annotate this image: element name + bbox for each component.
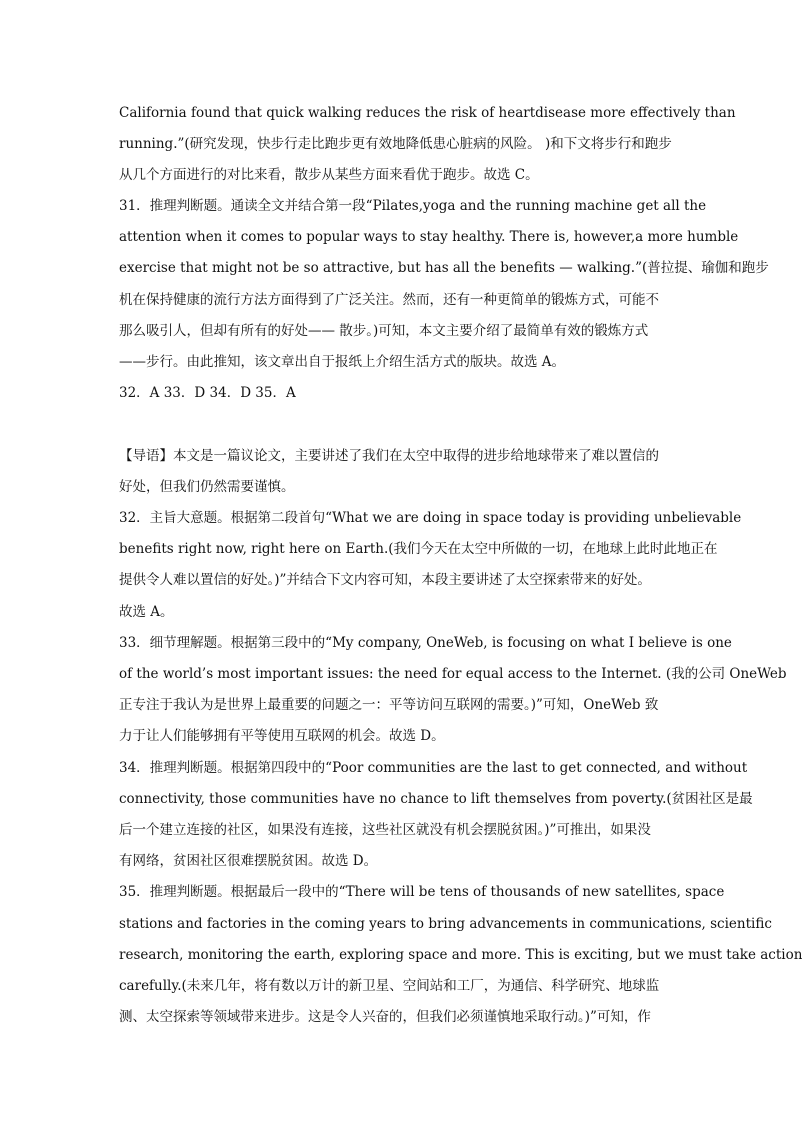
- text-line: ——步行。由此推知，该文章出自于报纸上介绍生活方式的版块。故选 A。: [119, 354, 566, 370]
- text-line: 那么吸引人，但却有所有的好处—— 散步。)可知，本文主要介绍了最简单有效的锻炼方式: [119, 323, 649, 339]
- text-line: stations and factories in the coming years to bring advancements in communications, scientific: [119, 916, 772, 932]
- answer-key: 32．A 33．D 34．D 35．A: [119, 385, 296, 401]
- text-line: 32．主旨大意题。根据第二段首句“What we are doing in space today is providing unbelievable: [119, 510, 742, 526]
- text-line: 机在保持健康的流行方法方面得到了广泛关注。然而，还有一种更简单的锻炼方式，可能不: [119, 292, 659, 308]
- text-line: attention when it comes to popular ways to stay healthy. There is, however,a more humble: [119, 229, 739, 245]
- text-line: running.”(研究发现，快步行走比跑步更有效地降低患心脏病的风险。 )和下文将步行和跑步: [119, 136, 672, 152]
- text-line: of the world’s most important issues: the need for equal access to the Internet. (我的公司 OneWeb: [119, 666, 787, 682]
- text-line: 有网络，贫困社区很难摆脱贫困。故选 D。: [119, 853, 378, 869]
- text-line: 从几个方面进行的对比来看，散步从某些方面来看优于跑步。故选 C。: [119, 167, 539, 183]
- text-line: California found that quick walking reduces the risk of heartdisease more effectively than: [119, 105, 736, 121]
- text-line: 后一个建立连接的社区，如果没有连接，这些社区就没有机会摆脱贫困。)”可推出，如果没: [119, 822, 651, 838]
- text-line: 31．推理判断题。通读全文并结合第一段“Pilates,yoga and the running machine get all the: [119, 198, 707, 214]
- text-line: 故选 A。: [119, 604, 174, 620]
- text-line: benefits right now, right here on Earth.(我们今天在太空中所做的一切，在地球上此时此地正在: [119, 541, 718, 557]
- text-line: 【导语】本文是一篇议论文，主要讲述了我们在太空中取得的进步给地球带来了难以置信的: [119, 448, 659, 464]
- text-line: 测、太空探索等领域带来进步。这是令人兴奋的，但我们必须谨慎地采取行动。)”可知，作: [119, 1009, 651, 1025]
- text-line: 正专注于我认为是世界上最重要的问题之一：平等访问互联网的需要。)”可知，OneWeb 致: [119, 697, 659, 713]
- text-line: research, monitoring the earth, exploring space and more. This is exciting, but we must take action: [119, 947, 802, 963]
- text-line: exercise that might not be so attractive, but has all the benefits — walking.”(普拉提、瑜伽和跑步: [119, 260, 769, 276]
- text-line: 好处，但我们仍然需要谨慎。: [119, 479, 295, 495]
- text-line: 34．推理判断题。根据第四段中的“Poor communities are the last to get connected, and without: [119, 760, 748, 776]
- text-line: carefully.(未来几年，将有数以万计的新卫星、空间站和工厂，为通信、科学研究、地球监: [119, 978, 660, 994]
- text-line: 力于让人们能够拥有平等使用互联网的机会。故选 D。: [119, 728, 445, 744]
- text-line: 33．细节理解题。根据第三段中的“My company, OneWeb, is focusing on what I believe is one: [119, 635, 732, 651]
- text-line: 35．推理判断题。根据最后一段中的“There will be tens of thousands of new satellites, space: [119, 884, 725, 900]
- text-line: connectivity, those communities have no chance to lift themselves from poverty.(贫困社区是最: [119, 791, 753, 807]
- text-line: 提供令人难以置信的好处。)”并结合下文内容可知，本段主要讲述了太空探索带来的好处。: [119, 572, 651, 588]
